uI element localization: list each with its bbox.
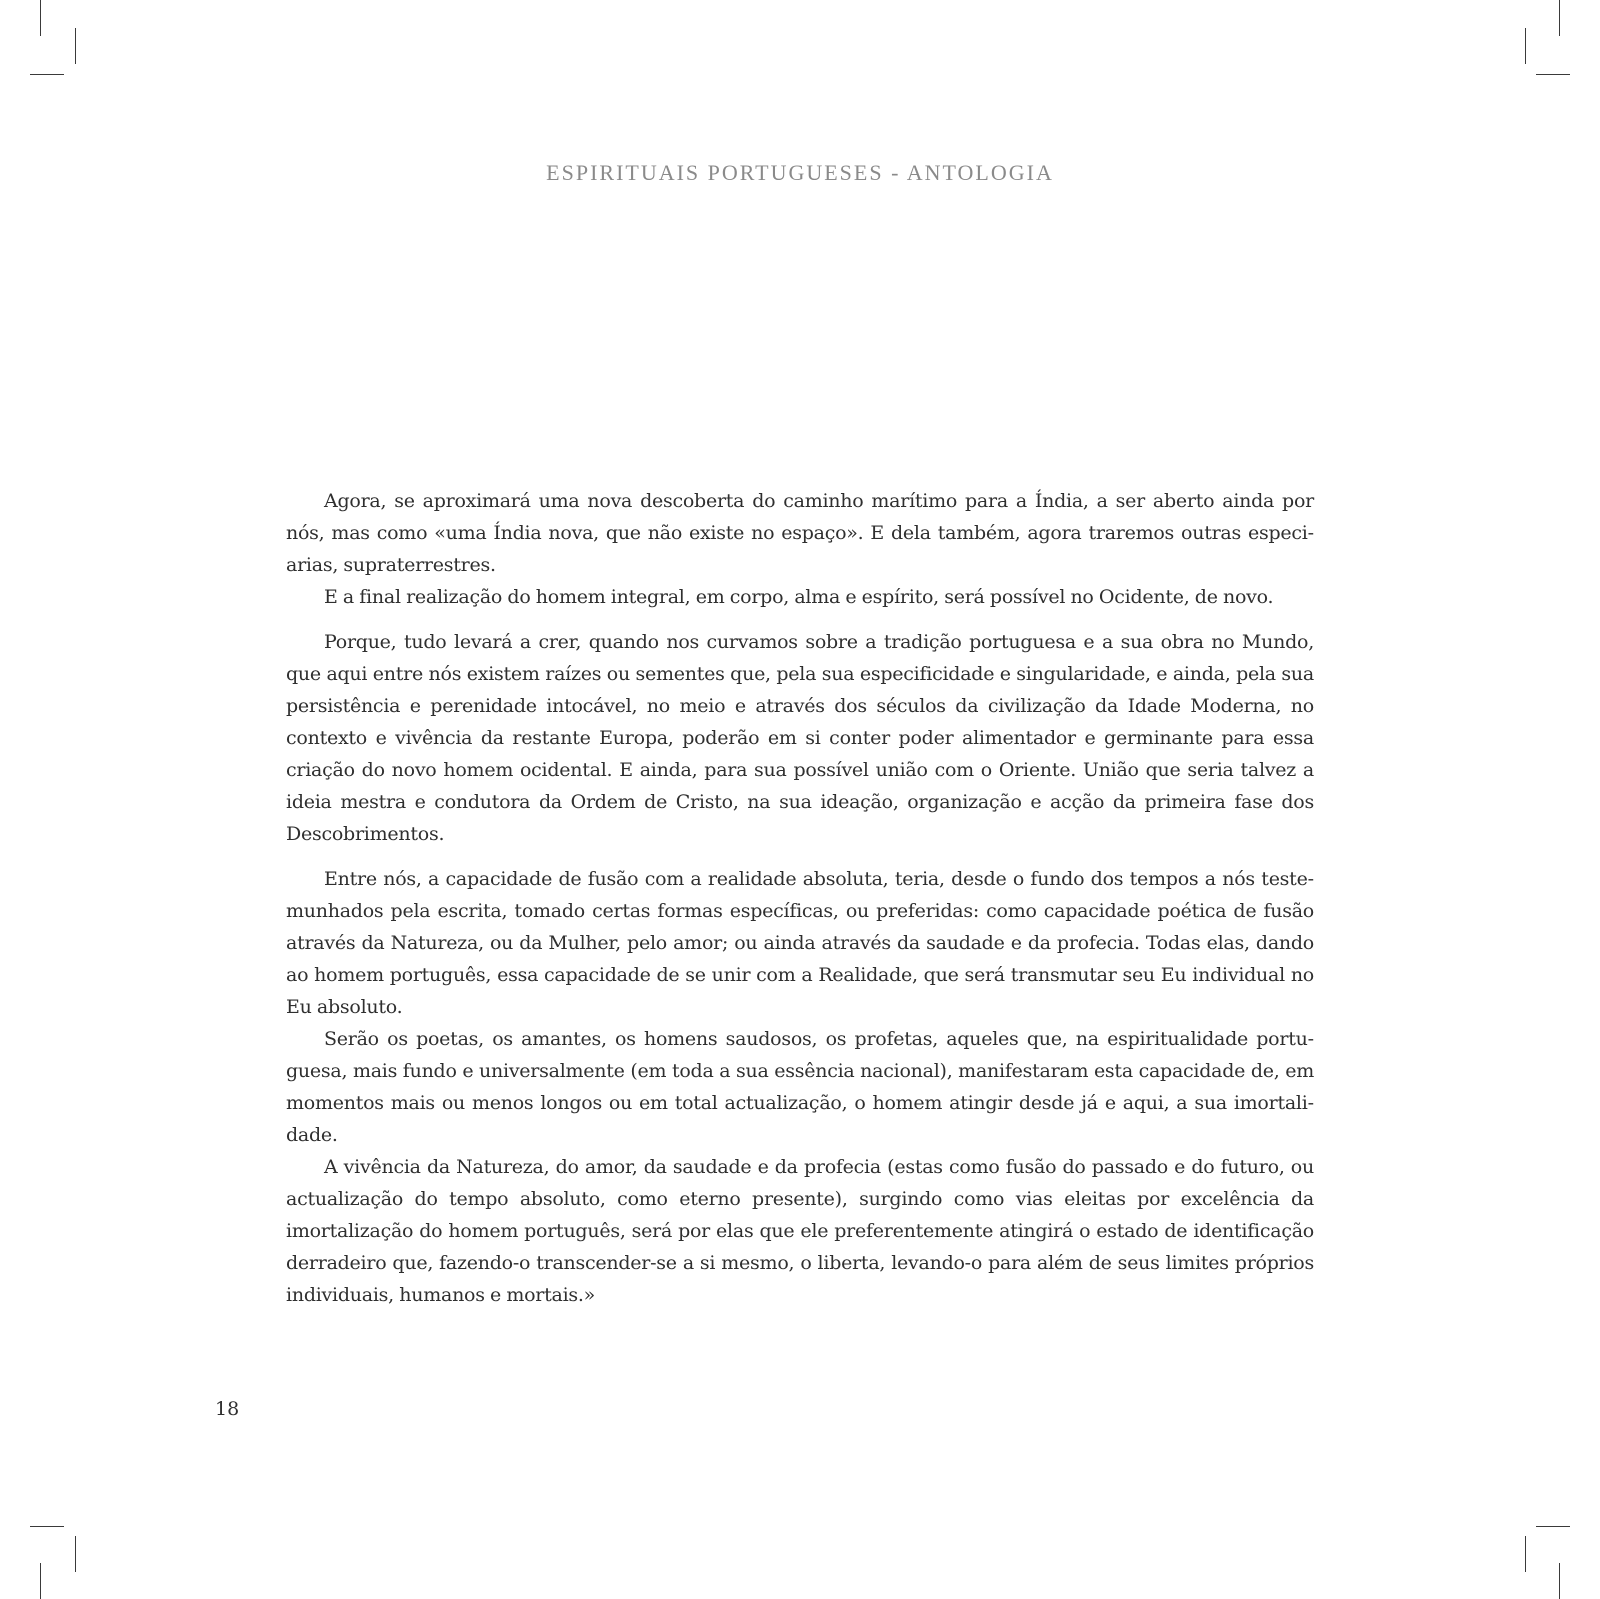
crop-mark-bottom-left-v bbox=[40, 1563, 41, 1599]
paragraph: E a final realização do homem integral, em corpo, alma e espírito, será possível no Ocidente, de novo. bbox=[324, 586, 1274, 608]
page-number: 18 bbox=[215, 1398, 240, 1420]
crop-mark-bottom-left-h bbox=[30, 1526, 64, 1527]
crop-mark-top-right-v bbox=[1559, 0, 1560, 36]
paragraph: A vivência da Natureza, do amor, da saudade e da profecia (estas como fusão do passado e do futuro, ou actualização do tempo absoluto, como eterno presente), surgindo como vias eleitas por excelência da imortalização do homem português, será por elas que ele preferentemente atingirá o estado de identificação derradeiro que, fazendo-o transcender-se a si mesmo, o liberta, levando-o para além de seus limites próprios individuais, humanos e mortais.» bbox=[286, 1156, 1314, 1306]
paragraph: Entre nós, a capacidade de fusão com a realidade absoluta, teria, desde o fundo dos tempos a nós testemunhados pela escrita, tomado certas formas específicas, ou preferidas: como capacidade poética de fusão através da Natureza, ou da Mulher, pelo amor; ou ainda através da saudade e da profecia. Todas elas, dando ao homem português, essa capacidade de se unir com a Realidade, que será transmutar seu Eu individual no Eu absoluto. bbox=[286, 868, 1314, 1018]
body-text bbox=[286, 485, 1314, 1311]
crop-mark-top-left-v bbox=[40, 0, 41, 36]
crop-mark-top-right-h bbox=[1536, 74, 1570, 75]
paragraph: Serão os poetas, os amantes, os homens saudosos, os profetas, aqueles que, na espiritualidade portuguesa, mais fundo e universalmente (em toda a sua essência nacional), manifestaram esta capacidade de, em momentos mais ou menos longos ou em total actualização, o homem atingir desde já e aqui, a sua imortalidade. bbox=[286, 1028, 1314, 1146]
crop-mark-bottom-left-v2 bbox=[75, 1536, 76, 1572]
paragraph: Porque, tudo levará a crer, quando nos curvamos sobre a tradição portuguesa e a sua obra no Mundo, que aqui entre nós existem raízes ou sementes que, pela sua especificidade e singularidade, e ainda, pela sua persistência e perenidade intocável, no meio e através dos séculos da civilização da Idade Moderna, no contexto e vivência da restante Europa, poderão em si conter poder alimentador e germinante para essa criação do novo homem ocidental. E ainda, para sua possível união com o Oriente. União que seria talvez a ideia mestra e condutora da Ordem de Cristo, na sua ideação, organização e acção da primeira fase dos Descobrimentos. bbox=[286, 631, 1314, 845]
crop-mark-bottom-right-h bbox=[1536, 1526, 1570, 1527]
crop-mark-top-left-v2 bbox=[75, 28, 76, 64]
crop-mark-top-left-h bbox=[30, 74, 64, 75]
crop-mark-bottom-right-v bbox=[1559, 1563, 1560, 1599]
crop-mark-top-right-v2 bbox=[1525, 28, 1526, 64]
running-head: ESPIRITUAIS PORTUGUESES - ANTOLOGIA bbox=[546, 160, 1054, 185]
paragraph: Agora, se aproximará uma nova descoberta do caminho marítimo para a Índia, a ser aberto ainda por nós, mas como «uma Índia nova, que não existe no espaço». E dela também, agora traremos outras especiarias, supraterrestres. bbox=[286, 490, 1314, 576]
crop-mark-bottom-right-v2 bbox=[1525, 1536, 1526, 1572]
